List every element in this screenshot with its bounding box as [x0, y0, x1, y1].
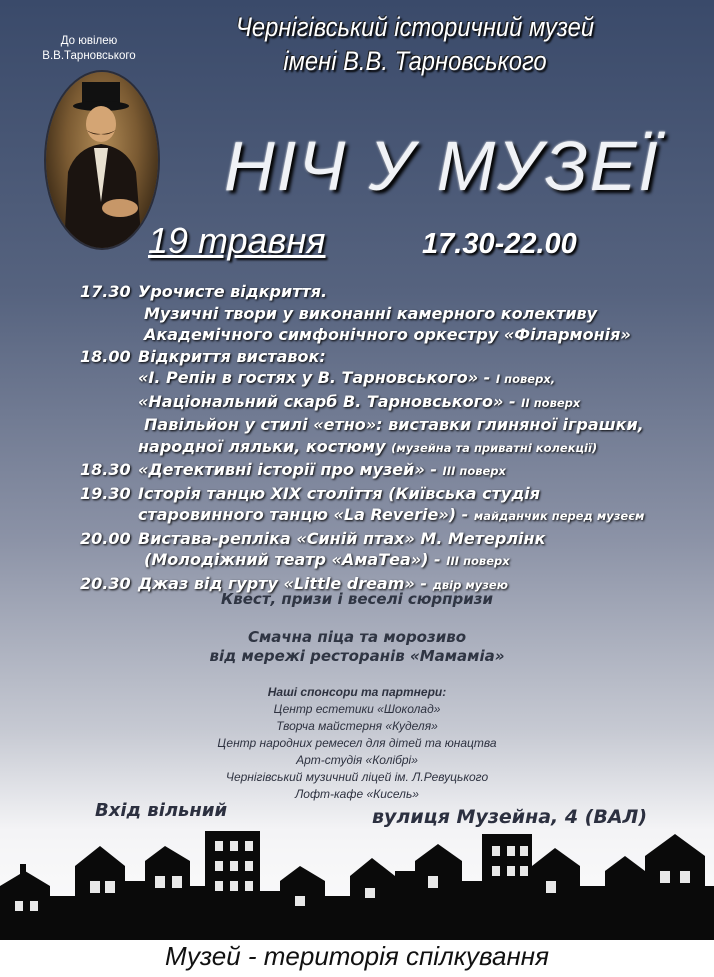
- schedule-item: 18.30 «Детективні історії про музей» - ІІІ поверх: [80, 460, 506, 479]
- schedule-item: «Національний скарб В. Тарновського» - ІІ поверх: [138, 391, 581, 411]
- sponsor-item: Лофт-кафе «Кисель»: [295, 787, 419, 801]
- schedule-item: Академічного симфонічного оркестру «Філармонія»: [144, 325, 631, 344]
- schedule-item: 18.00 Відкриття виставок:: [80, 346, 326, 366]
- schedule-item: 20.30 Джаз від гурту «Little dream» - двір музею: [80, 573, 508, 593]
- sponsor-item: Творча майстерня «Куделя»: [276, 719, 438, 733]
- portrait-caption-line1: До ювілею: [60, 35, 118, 47]
- event-title: НІЧ У МУЗЕЇ: [224, 127, 660, 205]
- museum-title-line1: Чернігівський історичний музей: [235, 12, 595, 42]
- portrait-caption-line2: В.В.Тарновського: [42, 50, 136, 62]
- schedule-item: старовинного танцю «La Reverie») - майданчик перед музеєм: [138, 505, 645, 524]
- sponsor-item: Арт-студія «Колібрі»: [296, 753, 418, 767]
- quest-line: Квест, призи і веселі сюрпризи: [221, 590, 493, 608]
- sponsor-item: Центр народних ремесел для дітей та юнацтва: [217, 736, 497, 750]
- portrait-figure: [46, 72, 158, 248]
- schedule-item: Павільйон у стилі «етно»: виставки глиняної іграшки,: [144, 415, 644, 434]
- slogan: Музей - територія спілкування: [165, 941, 549, 971]
- sponsor-item: Центр естетики «Шоколад»: [273, 702, 441, 716]
- sponsors-heading: Наші спонсори та партнери:: [267, 685, 447, 699]
- schedule-item: (Молодіжний театр «АмаТеа») - ІІІ поверх: [144, 550, 510, 569]
- sponsors-block: [0, 684, 714, 803]
- schedule-item: народної ляльки, костюму (музейна та приватні колекції): [138, 436, 598, 456]
- food-line1: Смачна піца та морозиво: [247, 628, 467, 646]
- portrait-image: [46, 72, 158, 248]
- museum-title: [199, 10, 630, 78]
- event-date: 19 травня: [148, 220, 326, 261]
- schedule-item: 19.30 Історія танцю XIX століття (Київська студія: [80, 483, 541, 503]
- city-skyline-illustration: [0, 826, 714, 946]
- schedule-item: Музичні твори у виконанні камерного колективу: [144, 303, 598, 323]
- sponsor-item: Чернігівський музичний ліцей ім. Л.Ревуцького: [225, 770, 489, 784]
- portrait-caption: [14, 34, 164, 64]
- event-time: 17.30-22.00: [422, 228, 577, 260]
- schedule-item: 20.00 Вистава-репліка «Синій птах» М. Метерлінк: [80, 528, 546, 548]
- schedule-item: «І. Репін в гостях у В. Тарновського» - І поверх,: [138, 368, 556, 387]
- museum-title-line2: імені В.В. Тарновського: [283, 46, 547, 76]
- schedule-list: [80, 281, 700, 596]
- schedule-item: 17.30 Урочисте відкриття.: [80, 282, 328, 301]
- free-entry: Вхід вільний: [95, 800, 228, 821]
- food-line2: від мережі ресторанів «Мамаміа»: [209, 647, 505, 665]
- address: вулиця Музейна, 4 (ВАЛ): [372, 806, 648, 828]
